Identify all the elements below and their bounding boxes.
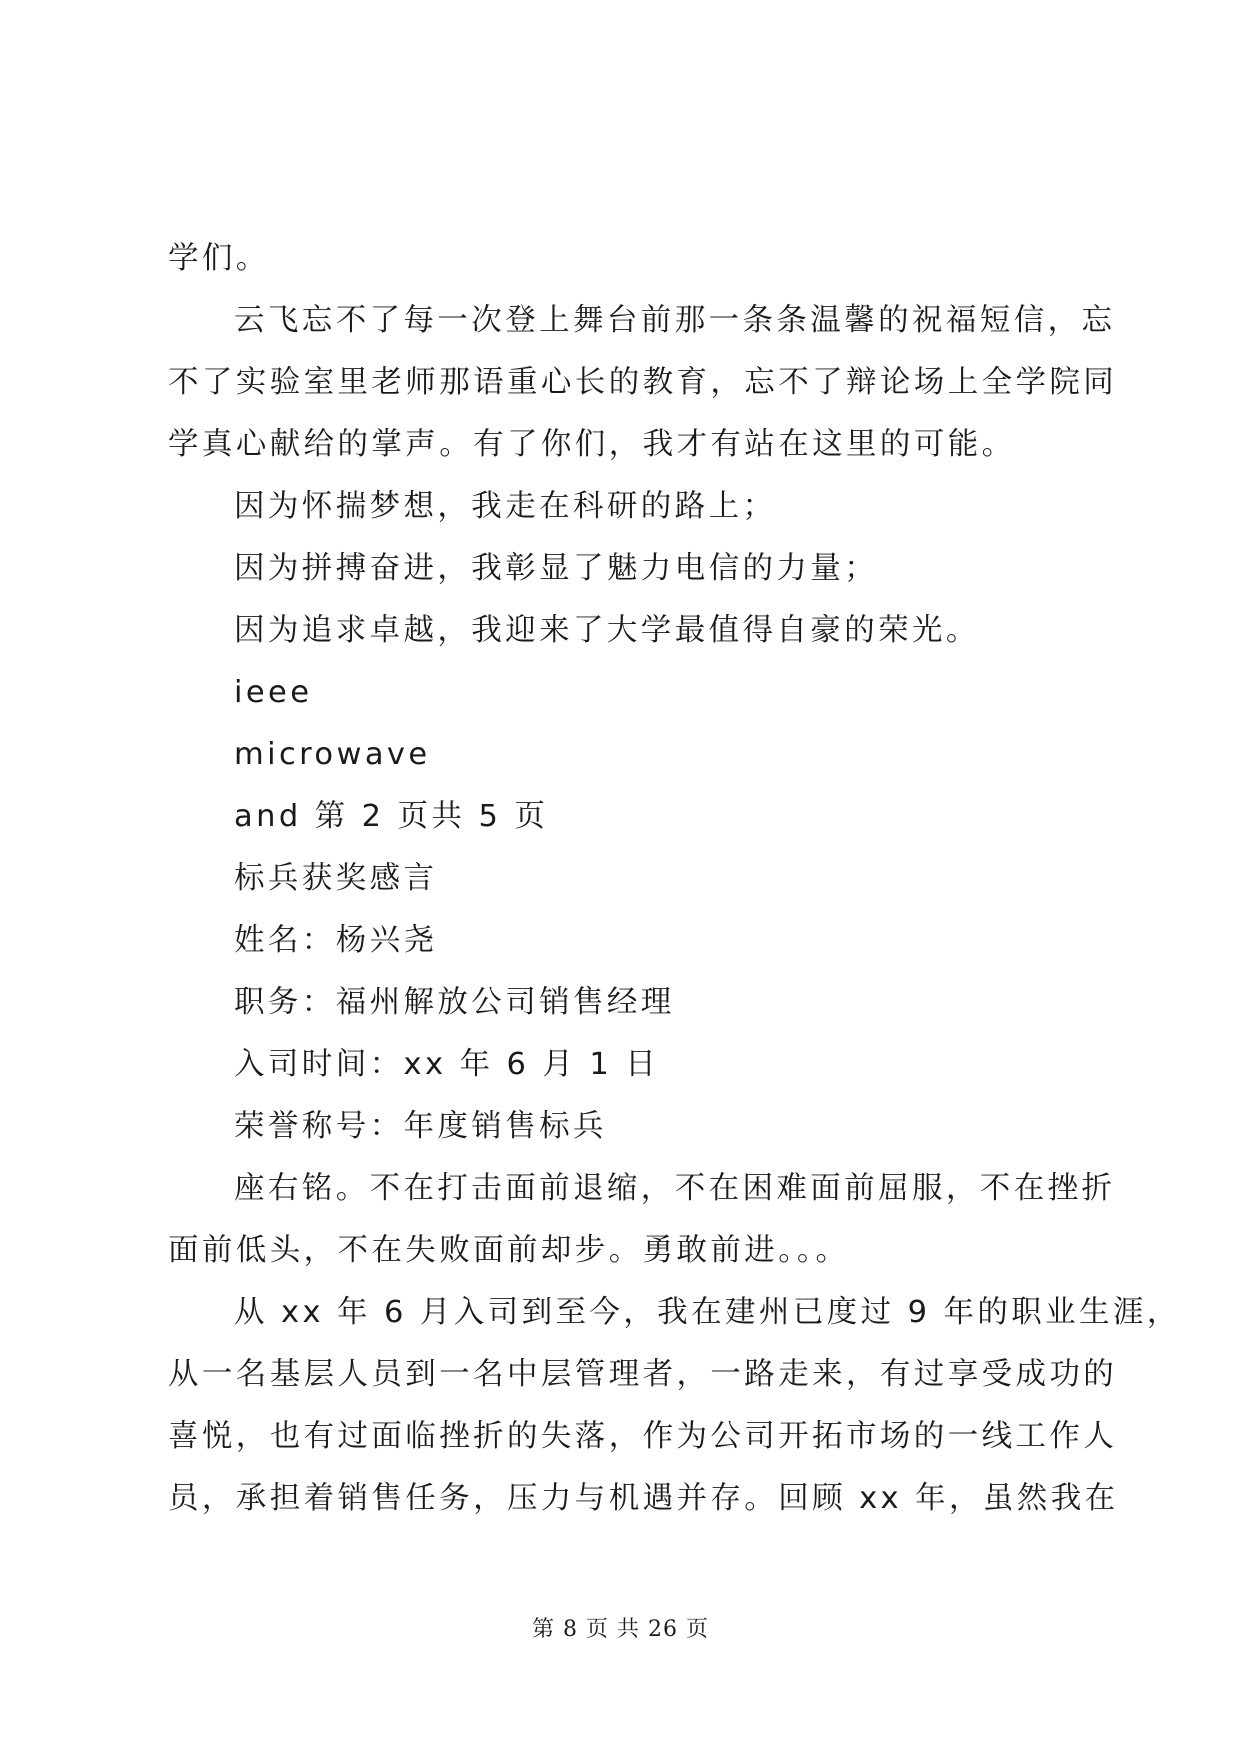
text-line: 学真心献给的掌声。有了你们，我才有站在这里的可能。 bbox=[168, 427, 1016, 462]
text-line: 从 xx 年 6 月入司到至今，我在建州已度过 9 年的职业生涯， bbox=[234, 1295, 1181, 1330]
text-line: 职务：福州解放公司销售经理 bbox=[234, 985, 675, 1020]
text-line: 座右铭。不在打击面前退缩，不在困难面前屈服，不在挫折 bbox=[234, 1171, 1116, 1206]
text-line: 因为追求卓越，我迎来了大学最值得自豪的荣光。 bbox=[234, 613, 980, 648]
text-line: ieee bbox=[234, 675, 313, 710]
text-line: 荣誉称号：年度销售标兵 bbox=[234, 1109, 607, 1144]
text-line: 姓名：杨兴尧 bbox=[234, 923, 438, 958]
text-line: 标兵获奖感言 bbox=[234, 861, 438, 896]
text-line: and 第 2 页共 5 页 bbox=[234, 799, 549, 834]
page-footer: 第 8 页 共 26 页 bbox=[532, 1617, 709, 1642]
text-line: 因为怀揣梦想，我走在科研的路上； bbox=[234, 489, 777, 524]
text-line: 云飞忘不了每一次登上舞台前那一条条温馨的祝福短信，忘 bbox=[234, 303, 1116, 338]
text-line: 不了实验室里老师那语重心长的教育，忘不了辩论场上全学院同 bbox=[168, 365, 1118, 400]
text-line: 因为拼搏奋进，我彰显了魅力电信的力量； bbox=[234, 551, 879, 586]
text-line: 喜悦，也有过面临挫折的失落，作为公司开拓市场的一线工作人 bbox=[168, 1419, 1118, 1454]
text-line: 入司时间：xx 年 6 月 1 日 bbox=[234, 1047, 660, 1082]
text-line: 学们。 bbox=[168, 241, 270, 276]
text-line: 从一名基层人员到一名中层管理者，一路走来，有过享受成功的 bbox=[168, 1357, 1118, 1392]
text-line: microwave bbox=[234, 737, 431, 772]
body-text bbox=[168, 228, 1181, 1530]
text-line: 面前低头，不在失败面前却步。勇敢前进。。。 bbox=[168, 1233, 850, 1268]
text-line: 员，承担着销售任务，压力与机遇并存。回顾 xx 年，虽然我在 bbox=[168, 1481, 1119, 1516]
